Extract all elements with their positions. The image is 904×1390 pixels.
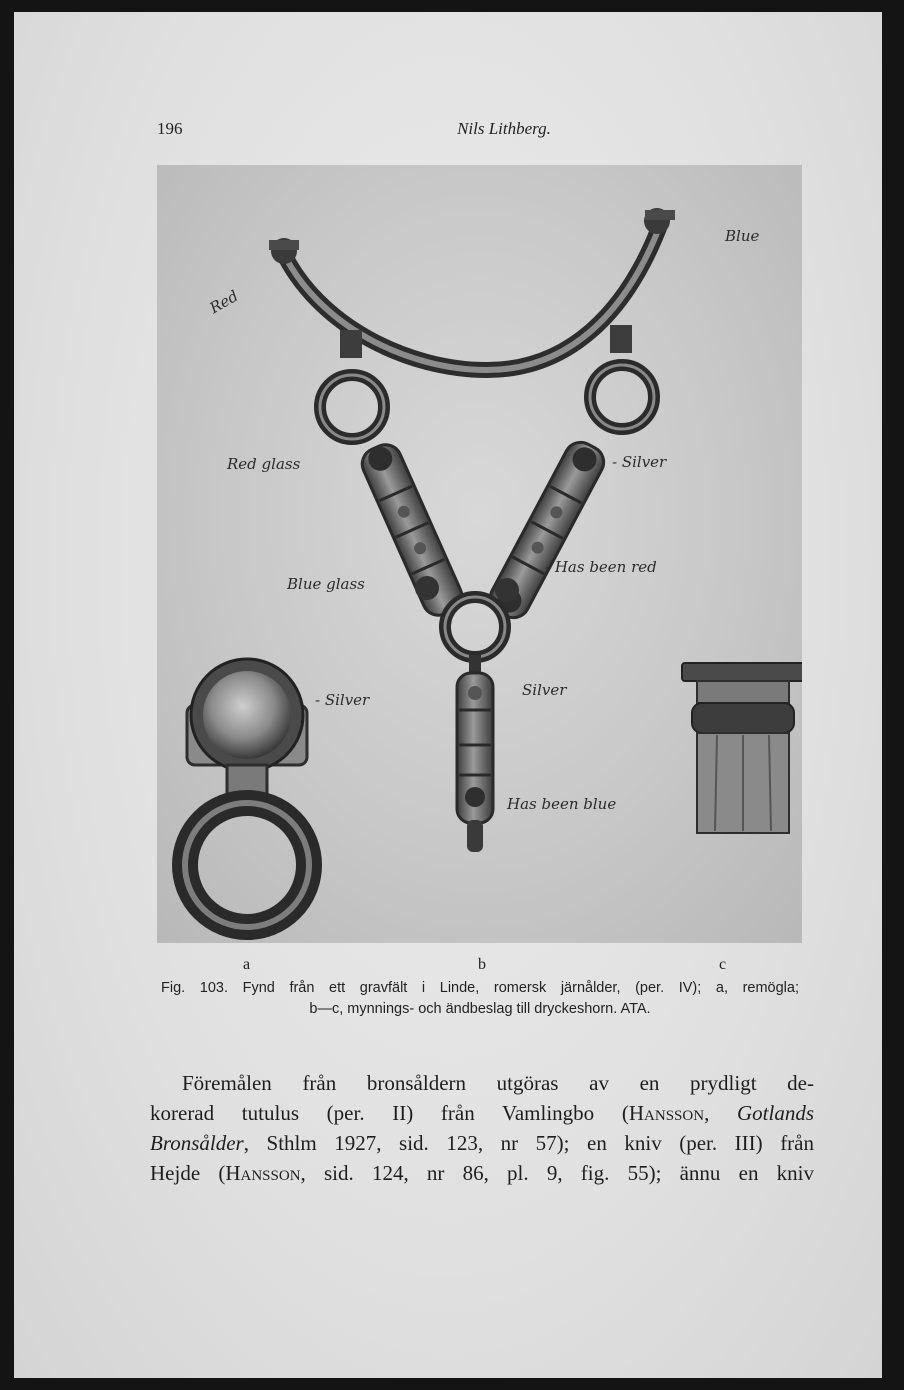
work-title: Bronsålder bbox=[150, 1131, 244, 1155]
body-text: , sid. 124, nr 86, pl. 9, fig. 55); ännu en kniv bbox=[300, 1161, 814, 1185]
body-line-2 bbox=[150, 1098, 814, 1128]
pendant bbox=[457, 655, 493, 852]
end-cap-c bbox=[682, 663, 802, 833]
note-silver-right: - Silver bbox=[612, 453, 667, 471]
body-line-3 bbox=[150, 1128, 814, 1158]
body-text: , Sthlm 1927, sid. 123, nr 57); en kniv (per. III) från bbox=[243, 1131, 814, 1155]
panel-letter-a: a bbox=[243, 956, 251, 973]
caption-line-2: b—c, mynnings- och ändbeslag till dryckeshorn. ATA. bbox=[309, 1001, 651, 1017]
page-number: 196 bbox=[157, 119, 183, 138]
panel-letter-b: b bbox=[478, 956, 486, 973]
ring-mount-a bbox=[185, 659, 309, 927]
panel-letters bbox=[14, 956, 882, 978]
body-paragraph bbox=[150, 1068, 814, 1188]
body-line-1: Föremålen från bronsåldern utgöras av en prydligt de- bbox=[182, 1071, 814, 1095]
caption-line-1: Fig. 103. Fynd från ett gravfält i Linde, romersk järnålder, (per. IV); a, remögla; bbox=[161, 980, 799, 996]
body-line-4 bbox=[150, 1158, 814, 1188]
note-silver-center: Silver bbox=[522, 681, 567, 699]
author-name: Hansson bbox=[628, 1101, 705, 1125]
work-title: Gotlands bbox=[737, 1101, 815, 1125]
figure-caption bbox=[161, 978, 799, 1020]
note-red: Red bbox=[206, 286, 242, 318]
note-has-been-blue: Has been blue bbox=[507, 795, 617, 813]
book-page bbox=[14, 12, 882, 1378]
body-text: korerad tutulus (per. II) från Vamlingbo ( bbox=[150, 1101, 629, 1125]
figure-plate bbox=[157, 165, 802, 943]
central-ring bbox=[415, 576, 519, 657]
note-silver-left: - Silver bbox=[315, 691, 370, 709]
figure-drawing bbox=[157, 165, 802, 943]
note-blue-glass: Blue glass bbox=[287, 575, 365, 593]
note-blue: Blue bbox=[725, 227, 760, 245]
page-header bbox=[14, 119, 882, 149]
body-text: , bbox=[704, 1101, 737, 1125]
note-red-glass: Red glass bbox=[227, 455, 301, 473]
note-has-been-red: - Has been red bbox=[545, 558, 657, 576]
author-name: Hansson bbox=[225, 1161, 301, 1185]
body-text: Hejde ( bbox=[150, 1161, 226, 1185]
running-title: Nils Lithberg. bbox=[457, 119, 551, 138]
panel-letter-c: c bbox=[719, 956, 727, 973]
